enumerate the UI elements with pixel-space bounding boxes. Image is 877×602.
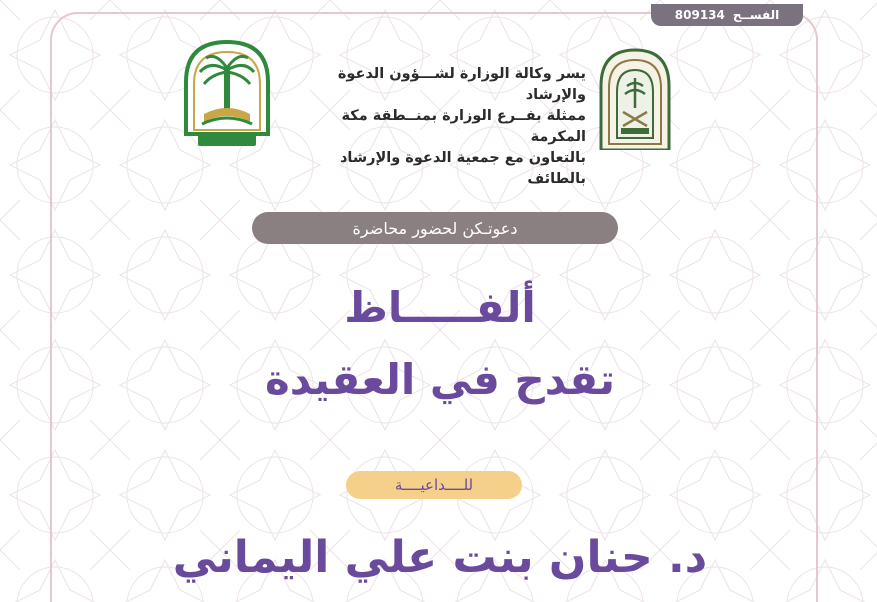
preacher-label-pill: للــــداعيــــة [346,471,522,499]
ministry-emblem-icon [597,46,673,150]
permit-number: 809134 [674,8,725,22]
header-text [286,64,586,190]
header [50,36,818,187]
header-line-2: ممثلة بفــرع الوزارة بمنــطقة مكة المكرمة [341,108,586,145]
lecture-title-line-1: ألفـــــاظ [344,283,536,332]
header-line-3: بالتعاون مع جمعية الدعوة والإرشاد بالطائف [339,150,586,187]
permit-badge [651,4,803,26]
speaker-name: د. حنان بنت علي اليماني [172,532,708,583]
header-line-1: يسر وكالة الوزارة لشـــؤون الدعوة والإرشاد [337,66,586,103]
invite-pill: دعوتـكن لحضور محاضرة [252,212,618,244]
palm-tree-emblem-icon [180,38,274,150]
lecture-title-line-2: تقدح في العقيدة [264,355,616,404]
permit-label: الفســح [732,8,780,22]
